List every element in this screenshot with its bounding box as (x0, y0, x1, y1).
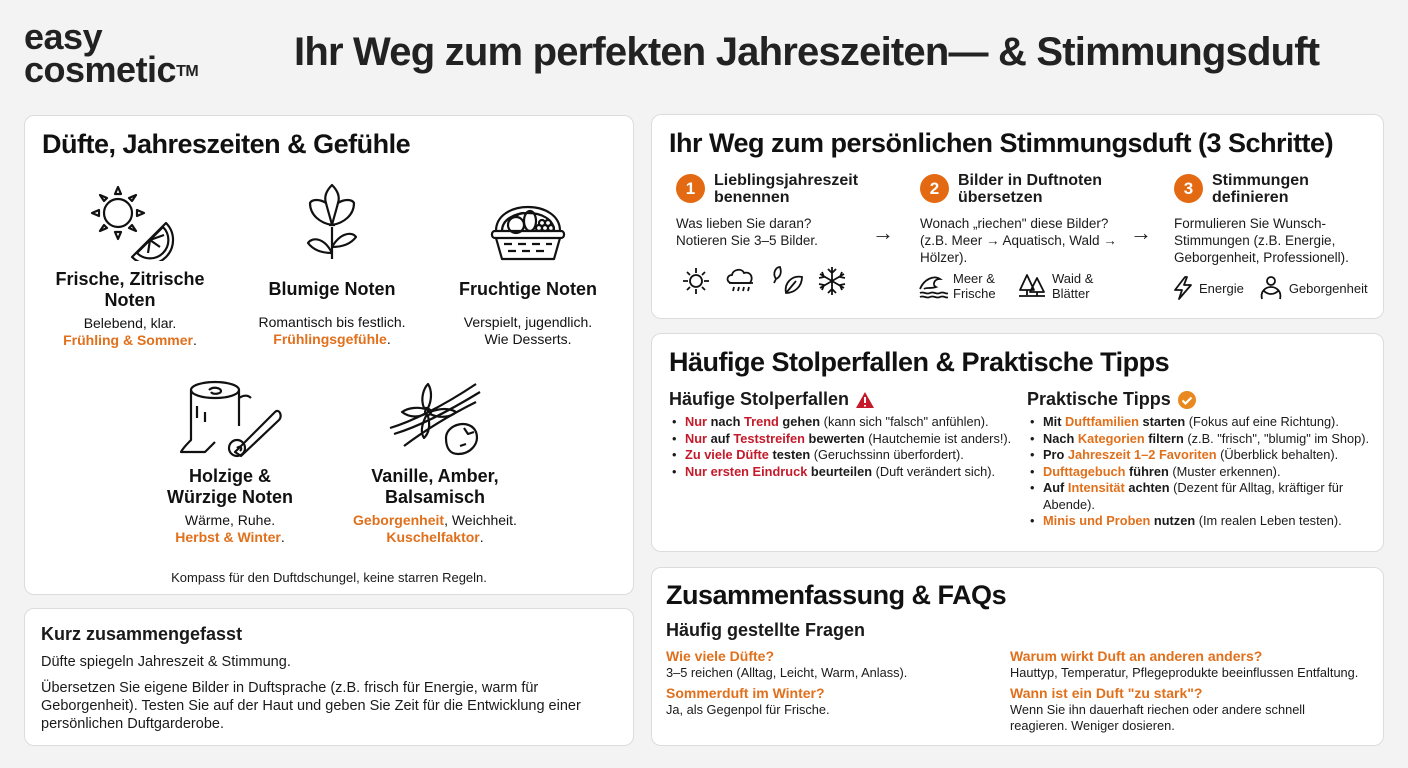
tip-item: • Minis und Proben nutzen (Im realen Leben testen). (1027, 513, 1377, 530)
season-icons (680, 265, 848, 297)
logo-line-2: cosmetic (24, 49, 177, 90)
summary-card (24, 608, 634, 746)
snowflake-icon (816, 265, 848, 297)
faq-question: Warum wirkt Duft an anderen anders? (1010, 648, 1263, 664)
faq-question: Wann ist ein Duft "zu stark"? (1010, 685, 1203, 701)
brand-logo (24, 16, 199, 90)
tips-column (1027, 389, 1377, 530)
tip-item: • Mit Duftfamilien starten (Fokus auf eine Richtung). (1027, 414, 1377, 431)
step-desc: Formulieren Sie Wunsch-Stimmungen (z.B. Energie, Geborgenheit, Professionell). (1174, 216, 1349, 265)
tip-item: • Nach Kategorien filtern (z.B. "frisch", "blumig" im Shop). (1027, 431, 1377, 448)
flower-icon (282, 181, 382, 261)
compass-note: Kompass für den Duftdschungel, keine starren Regeln. (171, 570, 487, 585)
pitfall-item: • Nur nach Trend gehen (kann sich "falsch" anfühlen). (669, 414, 1014, 431)
tips-card (651, 333, 1384, 552)
forest-icon (1017, 272, 1047, 300)
step-badge: 1 (676, 174, 705, 203)
tips-list (1027, 414, 1377, 530)
page-title: Ihr Weg zum perfekten Jahreszeiten— & Stimmungsduft (294, 30, 1320, 74)
wald-item (1017, 271, 1100, 301)
icon-label: Meer & Frische (953, 271, 996, 301)
note-title: Vanille, Amber, Balsamisch (371, 466, 499, 507)
wave-icon (918, 273, 948, 299)
step-2 (920, 172, 1120, 266)
warning-icon (855, 391, 875, 409)
pitfalls-title: Häufige Stolperfallen (669, 389, 850, 409)
steps-card-title: Ihr Weg zum persönlichen Stimmungsduft (3 Schritte) (669, 128, 1334, 158)
faq-card (651, 567, 1384, 746)
pitfall-item: • Nur auf Teststreifen bewerten (Hautchemie ist anders!). (669, 431, 1014, 448)
pitfall-item: • Nur ersten Eindruck beurteilen (Duft verändert sich). (669, 464, 1014, 481)
note-title: Fruchtige Noten (459, 279, 597, 299)
tip-item: • Pro Jahreszeit 1–2 Favoriten (Überblick behalten). (1027, 447, 1377, 464)
icon-label: Waid & Blätter (1052, 271, 1094, 301)
lightning-icon (1172, 275, 1194, 301)
tips-title: Praktische Tipps (1027, 389, 1171, 409)
step-arrow: → (1130, 220, 1152, 245)
note-desc: Romantisch bis festlich. Frühlingsgefühle. (258, 314, 406, 347)
note-vanilla (325, 378, 545, 546)
check-badge-icon (1177, 390, 1197, 410)
rain-cloud-icon (724, 265, 758, 297)
note-title: Frische, Zitrische Noten (55, 269, 205, 310)
steps-card (651, 114, 1384, 319)
faq-answer: Ja, als Gegenpol für Frische. (666, 702, 830, 717)
note-desc: Geborgenheit, Weichheit. Kuschelfaktor. (353, 512, 517, 545)
faq-card-title: Zusammenfassung & FAQs (666, 580, 1007, 610)
vanilla-amber-icon (380, 378, 490, 458)
summary-title: Kurz zusammengefasst (41, 624, 243, 644)
faq-item (1010, 648, 1380, 681)
note-fruity (428, 181, 628, 348)
note-title: Holzige & Würzige Noten (167, 466, 293, 507)
tips-card-title: Häufige Stolperfallen & Praktische Tipps (669, 347, 1170, 377)
note-icons (918, 271, 1100, 301)
note-citrus (30, 181, 230, 349)
step-arrow: → (872, 220, 894, 245)
faq-question: Sommerduft im Winter? (666, 685, 825, 701)
tip-item: • Dufttagebuch führen (Muster erkennen). (1027, 464, 1377, 481)
note-desc: Verspielt, jugendlich. Wie Desserts. (463, 314, 593, 347)
note-desc: Belebend, klar. Frühling & Sommer. (63, 315, 197, 348)
faq-answer: 3–5 reichen (Alltag, Leicht, Warm, Anlass). (666, 665, 908, 680)
hug-icon (1258, 275, 1284, 301)
note-floral (232, 181, 432, 348)
summary-p2: Übersetzen Sie eigene Bilder in Duftsprache (z.B. frisch für Energie, warm für Geborgenheit). Testen Sie auf der Haut und geben Sie Zeit für die Entwicklung einer persönlichen Duftgarderobe. (41, 680, 581, 732)
faq-question: Wie viele Düfte? (666, 648, 775, 664)
step-title: Stimmungen definieren (1212, 172, 1309, 206)
faq-item (666, 648, 1036, 681)
sun-icon (680, 265, 712, 297)
faq-item (1010, 685, 1340, 734)
trademark: TM (176, 63, 199, 80)
step-title: Bilder in Duftnoten übersetzen (958, 172, 1102, 206)
faq-subtitle: Häufig gestellte Fragen (666, 620, 866, 640)
wood-cinnamon-icon (175, 378, 285, 458)
notes-card (24, 115, 634, 595)
icon-label: Geborgenheit (1288, 280, 1368, 296)
pitfall-item: • Zu viele Düfte testen (Geruchssinn überfordert). (669, 447, 1014, 464)
faq-answer: Wenn Sie ihn dauerhaft riechen oder andere schnell reagieren. Weniger dosieren. (1010, 702, 1305, 733)
pitfalls-list (669, 414, 1014, 480)
pitfalls-column (669, 389, 1014, 480)
step-badge: 3 (1174, 174, 1203, 203)
summary-p1: Düfte spiegeln Jahreszeit & Stimmung. (41, 654, 291, 670)
faq-item (666, 685, 1036, 718)
mood-icons (1172, 275, 1368, 301)
tip-item: • Auf Intensität achten (Dezent für Alltag, kräftiger für Abende). (1027, 480, 1377, 513)
sun-citrus-icon (80, 181, 180, 261)
step-1 (676, 172, 876, 249)
step-desc: Was lieben Sie daran? Notieren Sie 3–5 Bilder. (676, 216, 818, 248)
fruit-basket-icon (478, 181, 578, 261)
step-3 (1174, 172, 1374, 266)
faq-answer: Hauttyp, Temperatur, Pflegeprodukte beeinflussen Entfaltung. (1010, 665, 1359, 680)
leaves-icon (770, 265, 804, 297)
note-woody (130, 378, 330, 546)
geborgenheit-item (1258, 275, 1368, 301)
energie-item (1172, 275, 1244, 301)
step-title: Lieblingsjahreszeit benennen (714, 172, 859, 206)
note-desc: Wärme, Ruhe. Herbst & Winter. (175, 512, 285, 545)
logo-line-1: easy (24, 16, 103, 57)
note-title: Blumige Noten (268, 279, 396, 299)
step-badge: 2 (920, 174, 949, 203)
meer-item (918, 271, 1001, 301)
step-desc: Wonach „riechen" diese Bilder? (z.B. Meer → Aquatisch, Wald → Hölzer). (920, 216, 1117, 265)
icon-label: Energie (1199, 280, 1244, 296)
notes-card-title: Düfte, Jahreszeiten & Gefühle (42, 129, 411, 159)
